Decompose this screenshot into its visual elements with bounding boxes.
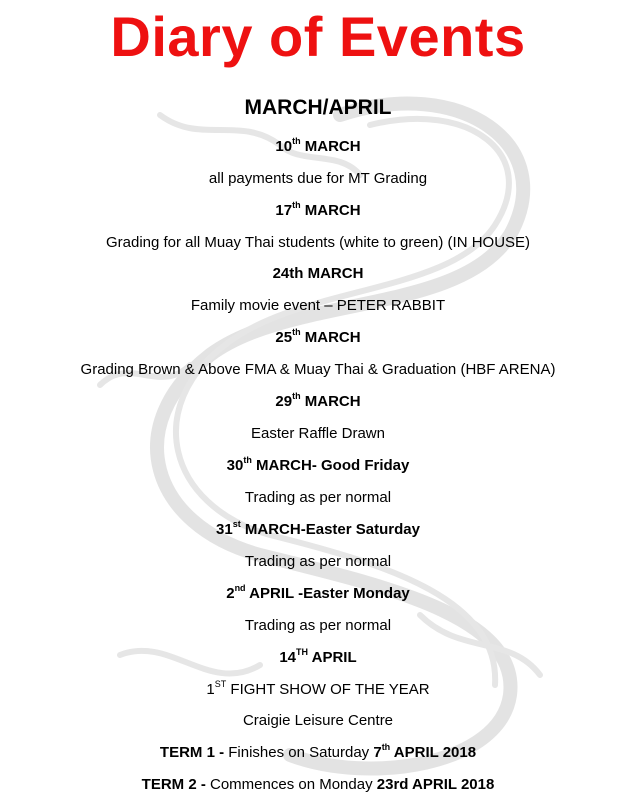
event-description: all payments due for MT Grading — [208, 170, 428, 187]
event-venue: Craigie Leisure Centre — [242, 712, 394, 729]
event-description: Family movie event – PETER RABBIT — [190, 297, 446, 314]
event-date: 14TH APRIL — [279, 647, 357, 666]
term-label: TERM 1 - — [159, 744, 225, 761]
page-subtitle: MARCH/APRIL — [244, 96, 392, 119]
event-date: 30th MARCH- Good Friday — [226, 455, 410, 474]
event-date: 24th MARCH — [272, 265, 364, 282]
event-date: 25th MARCH — [275, 327, 361, 346]
event-date: 10th MARCH — [275, 136, 361, 155]
event-description: Grading for all Muay Thai students (white to green) (IN HOUSE) — [105, 234, 531, 251]
event-description: Grading Brown & Above FMA & Muay Thai & Graduation (HBF ARENA) — [80, 361, 556, 378]
event-date: 29th MARCH — [275, 391, 361, 410]
event-date: 17th MARCH — [275, 200, 361, 219]
term-label: TERM 2 - — [141, 776, 206, 793]
event-description: Easter Raffle Drawn — [251, 425, 385, 442]
event-description: Trading as per normal — [244, 617, 392, 634]
event-date: 31st MARCH-Easter Saturday — [216, 519, 420, 538]
term-2-notice: TERM 2 - Commences on Monday 23rd APRIL 2018 — [141, 776, 495, 793]
term-1-notice: TERM 1 - Finishes on Saturday 7th APRIL 2018 — [159, 742, 477, 761]
page-title: Diary of Events — [110, 5, 526, 68]
event-description: 1ST FIGHT SHOW OF THE YEAR — [206, 679, 430, 698]
event-description: Trading as per normal — [244, 489, 392, 506]
event-description: Trading as per normal — [244, 553, 392, 570]
event-date: 2nd APRIL -Easter Monday — [226, 583, 410, 602]
